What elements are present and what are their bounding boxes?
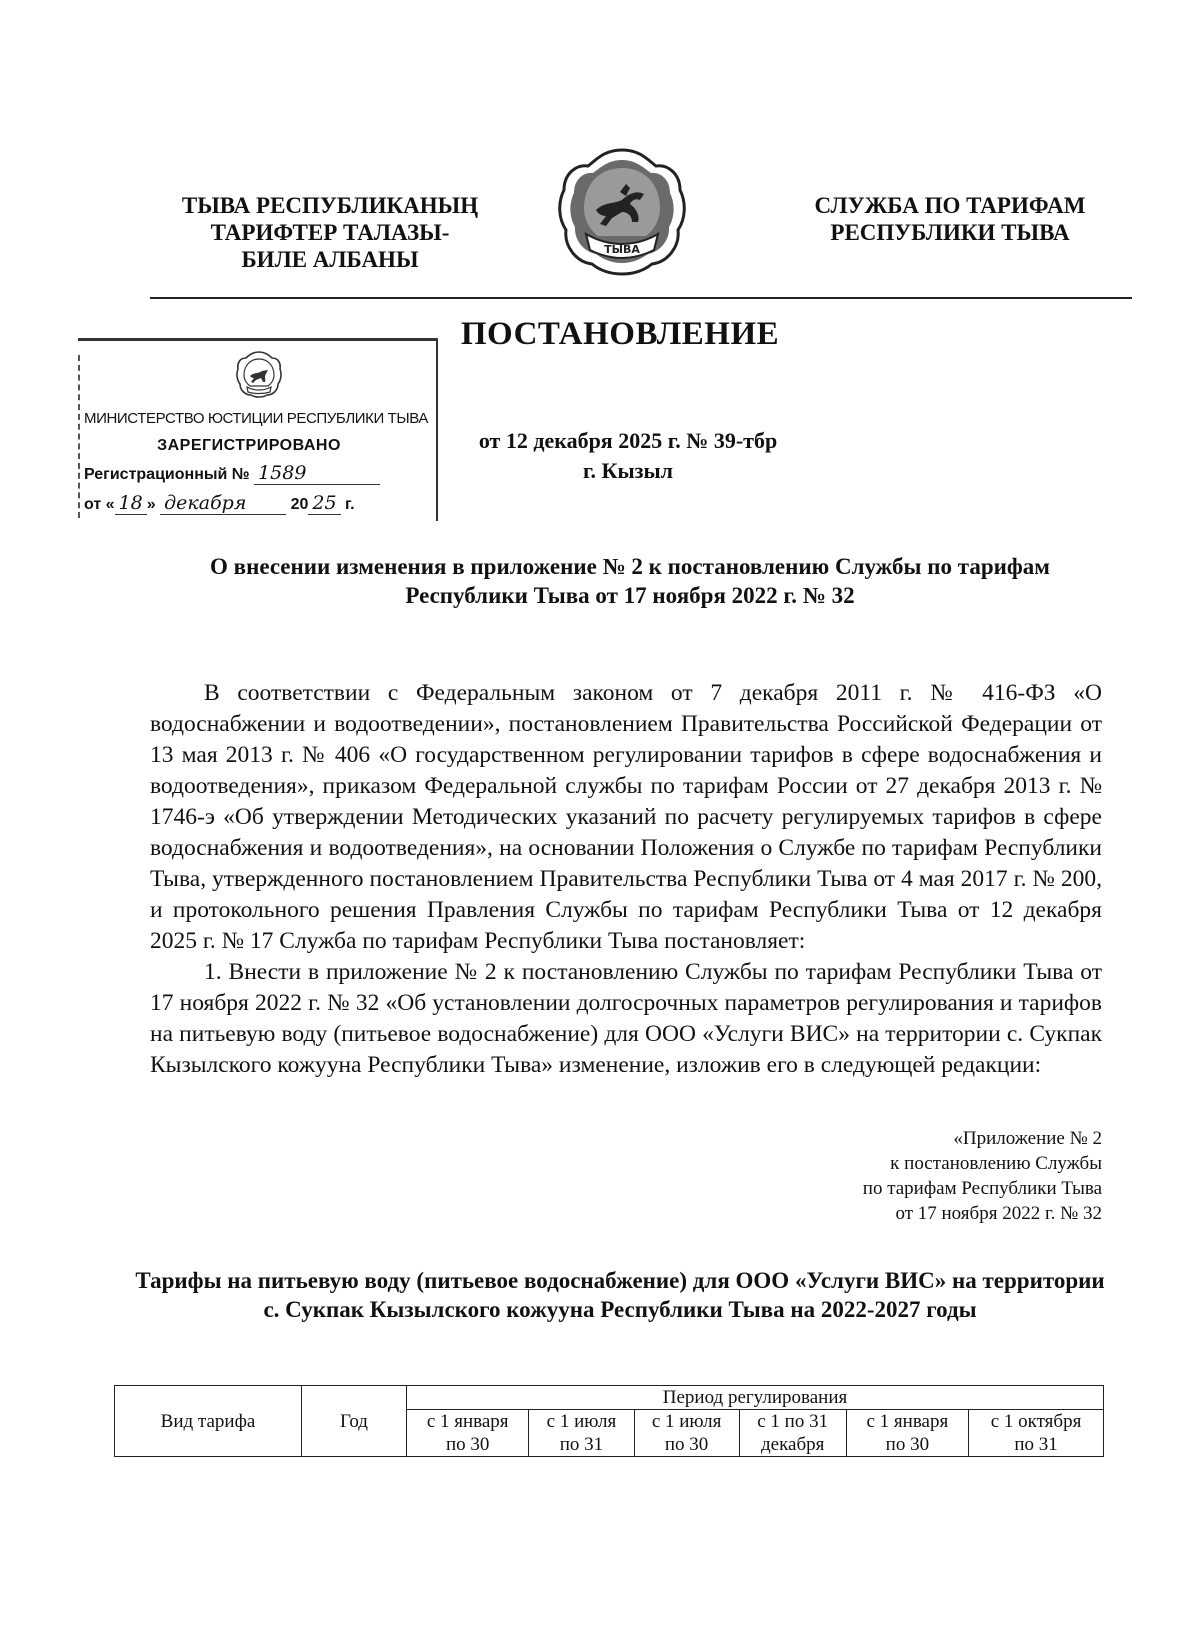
stamp-date-year: 25 xyxy=(308,492,340,515)
appendix-line: по тарифам Республики Тыва xyxy=(862,1178,1102,1199)
body-paragraph: В соответствии с Федеральным законом от 7 декабря 2011 г. № 416-ФЗ «О водоснабжении и водоотведении», постановлением Правительства Российской Федерации от 13 мая 2013 г. № 406 «О государственном регулировании тарифов в сфере водоснабжения и водоотведения», приказом Федеральной службы по тарифам России от 27 декабря 2013 г. № 1746-э «Об утверждении Методических указаний по расчету регулируемых тарифов в сфере водоснабжения и водоотведения», на основании Положения о Службе по тарифам Республики Тыва, утвержденного постановлением Правительства Республики Тыва от 4 мая 2017 г. № 200, и протокольного решения Правления Службы по тарифам Республики Тыва от 12 декабря 2025 г. № 17 Служба по тарифам Республики Тыва постановляет: xyxy=(150,680,1102,954)
period-line1: с 1 января xyxy=(426,1411,509,1432)
document-heading: О внесении изменения в приложение № 2 к постановлению Службы по тарифам Республики Тыва от 17 ноября 2022 г. № 32 xyxy=(210,554,1050,608)
header-right-line: СЛУЖБА ПО ТАРИФАМ xyxy=(814,193,1086,218)
header-right-russian xyxy=(790,192,1110,246)
period-cell xyxy=(739,1410,846,1457)
period-line2: по 30 xyxy=(445,1434,490,1455)
header-left-line: ТАРИФТЕР ТАЛАЗЫ- xyxy=(210,220,450,245)
header-left-tuvan xyxy=(150,192,510,273)
stamp-reg-label: Регистрационный № xyxy=(84,466,250,483)
period-line2: по 30 xyxy=(664,1434,709,1455)
appendix-reference xyxy=(700,1126,1102,1226)
period-line1: с 1 июля xyxy=(546,1411,617,1432)
header-divider xyxy=(150,297,1132,299)
tuva-coat-of-arms-icon xyxy=(556,146,688,276)
stamp-emblem-icon xyxy=(236,350,282,398)
period-cell xyxy=(634,1410,739,1457)
table-header-row xyxy=(115,1386,1104,1410)
document-city: г. Кызыл xyxy=(583,458,673,483)
stamp-ministry-name: МИНИСТЕРСТВО ЮСТИЦИИ РЕСПУБЛИКИ ТЫВА xyxy=(84,410,429,427)
period-cell xyxy=(969,1410,1104,1457)
appendix-line: от 17 ноября 2022 г. № 32 xyxy=(895,1203,1102,1224)
appendix-line: к постановлению Службы xyxy=(890,1153,1102,1174)
period-line1: с 1 июля xyxy=(651,1411,722,1432)
stamp-date-day: 18 xyxy=(115,492,147,515)
period-line2: декабря xyxy=(760,1434,825,1455)
stamp-date-suffix: г. xyxy=(345,496,355,513)
header-left-line: ТЫВА РЕСПУБЛИКАНЫҢ xyxy=(181,193,479,218)
period-cell xyxy=(846,1410,968,1457)
column-header-kind: Вид тарифа xyxy=(115,1386,302,1457)
document-body xyxy=(150,678,1102,1081)
period-line2: по 31 xyxy=(1014,1434,1058,1455)
tariff-table xyxy=(114,1385,1104,1457)
stamp-date-line xyxy=(84,492,429,515)
period-line1: с 1 по 31 xyxy=(757,1411,829,1432)
header-left-line: БИЛЕ АЛБАНЫ xyxy=(241,247,419,272)
header-right-line: РЕСПУБЛИКИ ТЫВА xyxy=(830,220,1070,245)
period-cell xyxy=(529,1410,634,1457)
body-paragraph: 1. Внести в приложение № 2 к постановлению Службы по тарифам Республики Тыва от 17 ноября 2022 г. № 32 «Об установлении долгосрочных параметров регулирования и тарифов на питьевую воду (питьевое водоснабжение) для ООО «Услуги ВИС» на территории с. Сукпак Кызылского кожууна Республики Тыва» изменение, изложив его в следующей редакции: xyxy=(150,959,1102,1078)
period-cell xyxy=(407,1410,529,1457)
period-line1: с 1 октября xyxy=(990,1411,1082,1432)
stamp-reg-number: 1589 xyxy=(254,462,380,485)
stamp-date-month: декабря xyxy=(160,492,286,515)
period-line1: с 1 января xyxy=(866,1411,949,1432)
document-title: ПОСТАНОВЛЕНИЕ xyxy=(460,316,780,352)
emblem-text: ТЫВА xyxy=(604,243,640,256)
stamp-edge xyxy=(78,355,80,518)
period-header: Период регулирования xyxy=(407,1386,1104,1410)
column-header-year: Год xyxy=(302,1386,407,1457)
period-line2: по 30 xyxy=(885,1434,930,1455)
stamp-date-mid: » xyxy=(146,496,156,513)
period-line2: по 31 xyxy=(559,1434,604,1455)
stamp-registered-label: ЗАРЕГИСТРИРОВАНО xyxy=(157,437,341,454)
document-date-number: от 12 декабря 2025 г. № 39-тбр xyxy=(478,428,778,453)
appendix-line: «Приложение № 2 xyxy=(953,1128,1102,1149)
stamp-registration-number-line xyxy=(84,462,429,485)
stamp-date-prefix: от « xyxy=(84,496,115,513)
stamp-date-year-prefix: 20 xyxy=(290,496,309,513)
table-heading: Тарифы на питьевую воду (питьевое водоснабжение) для ООО «Услуги ВИС» на территории с. Сукпак Кызылского кожууна Республики Тыва на 2022-2027 годы xyxy=(135,1268,1105,1322)
